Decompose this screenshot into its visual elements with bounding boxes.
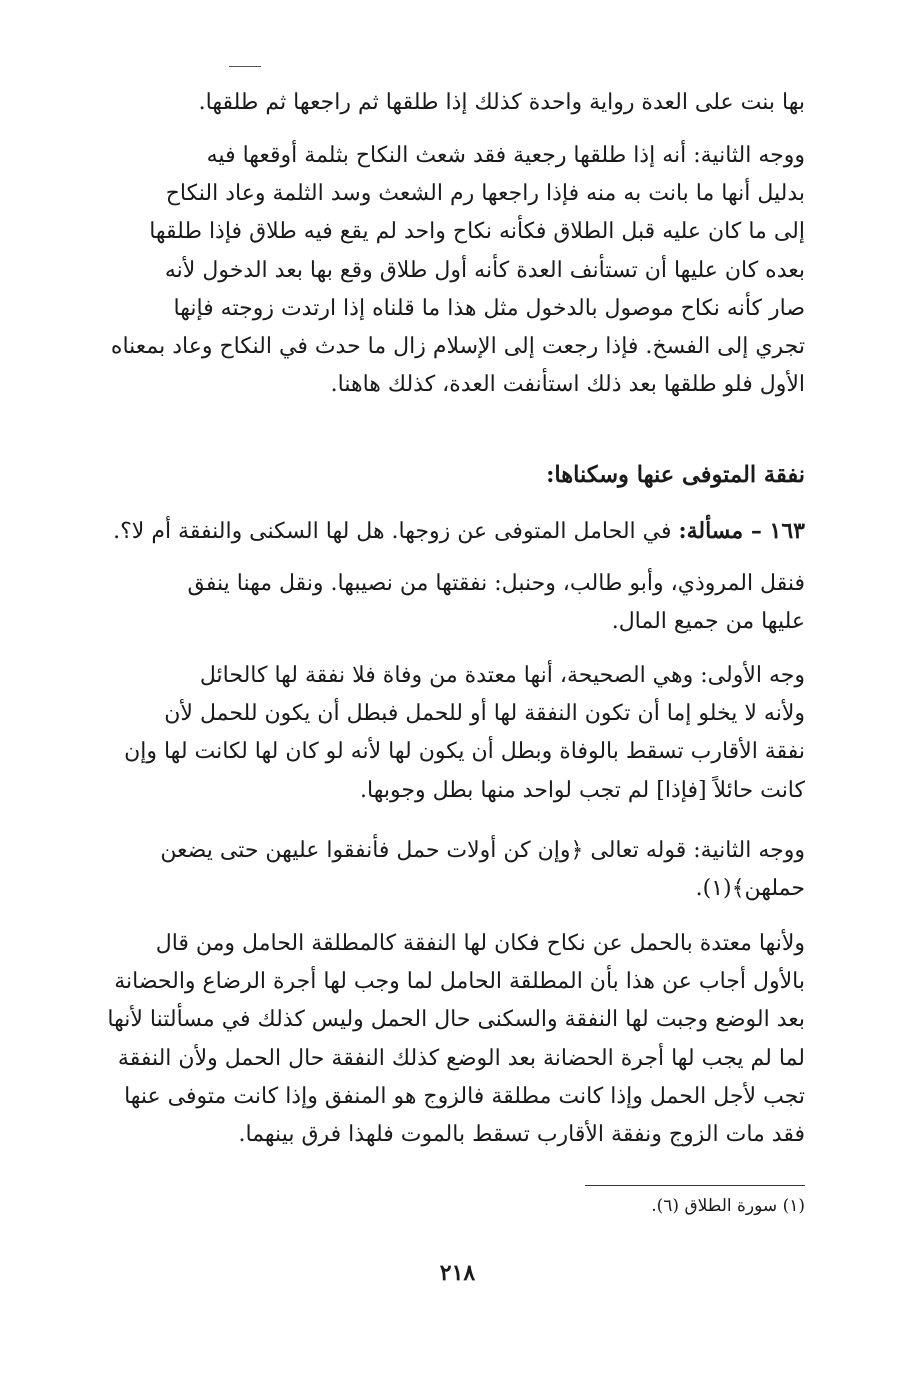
text-line: بدليل أنها ما بانت به منه فإذا راجعها رم الشعث وسد الثلمة وعاد النكاح [165, 181, 805, 207]
text-line: بها بنت على العدة رواية واحدة كذلك إذا طلقها ثم راجعها ثم طلقها. [198, 90, 805, 115]
text-line: نفقة الأقارب تسقط بالوفاة وبطل أن يكون لها لأنه لو كان لها لكانت لها وإن [124, 739, 805, 765]
paragraph-1 [100, 84, 805, 122]
text-line: بعد الوضع وجبت لها النفقة والسكنى حال الحمل وليس كذلك في مسألتنا لأنها [107, 1007, 805, 1033]
text-line: ووجه الثانية: أنه إذا طلقها رجعية فقد شعث النكاح بثلمة أوقعها فيه [206, 143, 805, 168]
text-line: عليها من جميع المال. [611, 609, 805, 635]
text-line: بالأول أجاب عن هذا بأن المطلقة الحامل لما وجب لها أجرة الرضاع والحضانة [114, 969, 805, 995]
text-line: تجري إلى الفسخ. فإذا رجعت إلى الإسلام زال ما حدث في النكاح وعاد بمعناه [110, 334, 805, 360]
text-line: وجه الأولى: وهي الصحيحة، أنها معتدة من وفاة فلا نفقة لها كالحائل [199, 663, 805, 688]
text-line: ولأنه لا يخلو إما أن تكون النفقة لها أو للحمل فبطل أن يكون للحمل لأن [164, 701, 805, 727]
paragraph-4 [100, 657, 805, 810]
text-line: فقد مات الزوج ونفقة الأقارب تسقط بالموت فلهذا فرق بينهما. [238, 1122, 805, 1148]
paragraph-3 [100, 565, 805, 641]
paragraph-2 [100, 137, 805, 404]
issue-number: ١٦٣ – مسألة: [678, 518, 805, 544]
text-line: ولأنها معتدة بالحمل عن نكاح فكان لها النفقة كالمطلقة الحامل ومن قال [155, 931, 805, 956]
paragraph-6 [100, 925, 805, 1154]
text-line: إلى ما كان عليه قبل الطلاق فكأنه نكاح واحد لم يقع فيه طلاق فإذا طلقها [149, 219, 805, 245]
footnote-divider [585, 1185, 805, 1186]
text-line: ووجه الثانية: قوله تعالى ﴿وإن كن أولات حمل فأنفقوا عليهن حتى يضعن [160, 838, 805, 863]
top-divider [229, 66, 261, 67]
text-line: صار كأنه نكاح موصول بالدخول مثل هذا ما قلناه إذا ارتدت زوجته فإنها [173, 295, 805, 321]
page-number: ٢١٨ [439, 1260, 476, 1286]
text-line: بعده كان عليها أن تستأنف العدة كأنه أول طلاق وقع بها بعد الدخول لأنه [164, 257, 805, 283]
issue-text: في الحامل المتوفى عن زوجها. هل لها السكنى والنفقة أم لا؟. [113, 519, 679, 544]
paragraph-5 [100, 832, 805, 908]
text-line: لما لم يجب لها أجرة الحضانة بعد الوضع كذلك النفقة حال الحمل ولأن النفقة [117, 1045, 805, 1071]
text-line: تجب لأجل الحمل وإذا كانت مطلقة فالزوج هو المنفق وإذا كانت متوفى عنها [124, 1083, 805, 1109]
text-line: فنقل المروذي، وأبو طالب، وحنبل: نفقتها من نصيبها. ونقل مهنا ينفق [187, 571, 805, 596]
footnote: (١) سورة الطلاق (٦). [651, 1196, 805, 1216]
text-line [100, 512, 805, 551]
text-line: كانت حائلاً [فإذا] لم تجب لواحد منها بطل وجوبها. [360, 777, 805, 803]
issue-paragraph [100, 512, 805, 551]
text-line: حملهن﴾(١). [695, 876, 805, 902]
section-heading: نفقة المتوفى عنها وسكناها: [546, 462, 805, 488]
text-line: الأول فلو طلقها بعد ذلك استأنفت العدة، كذلك هاهنا. [330, 372, 805, 398]
